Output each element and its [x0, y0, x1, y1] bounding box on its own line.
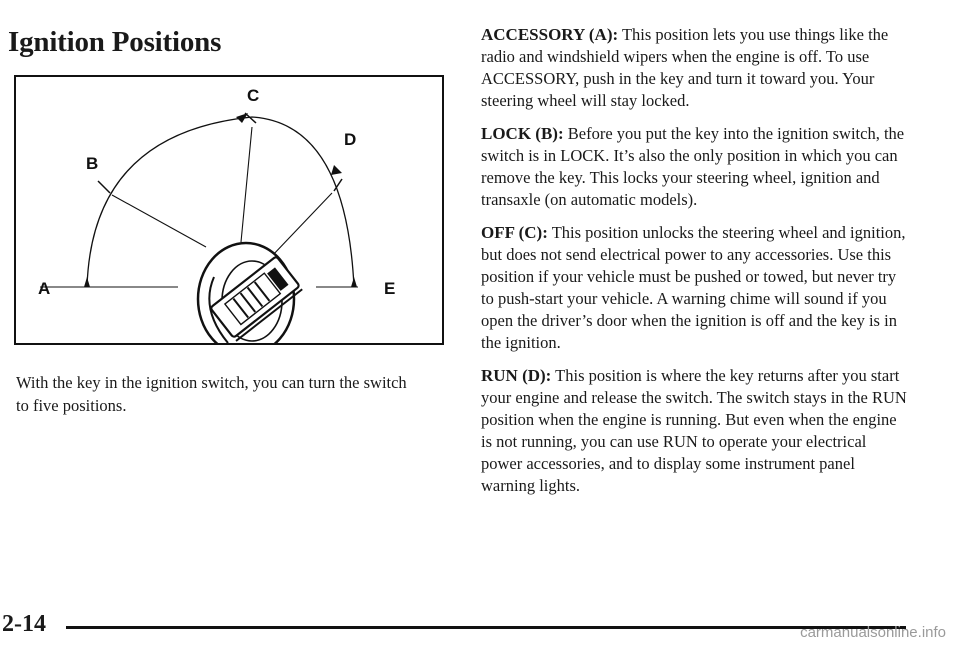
positions-list: [481, 24, 911, 508]
position-term: OFF (C):: [481, 223, 548, 242]
line-b: [112, 195, 206, 247]
position-term: RUN (D):: [481, 366, 552, 385]
position-text: This position is where the key returns after you start your engine and release the switch. The switch stays in the RUN position when the engine is running. But even when the engine is not running, you can use RUN to operate your electrical power accessories, and to display some instrument panel warning lights.: [481, 366, 907, 495]
intro-text: With the key in the ignition switch, you can turn the switch to five positions.: [16, 373, 407, 415]
ignition-diagram-svg: [16, 77, 442, 343]
arrow-a: [84, 277, 90, 287]
position-text: This position lets you use things like the radio and windshield wipers when the engine is off. To use ACCESSORY, push in the key and turn it toward you. Your steering wheel will stay locked.: [481, 25, 889, 110]
position-term: ACCESSORY (A):: [481, 25, 619, 44]
label-e: E: [384, 279, 396, 298]
position-accessory: [481, 24, 911, 112]
label-c: C: [247, 86, 260, 105]
ignition-diagram: [14, 75, 444, 345]
position-text: This position unlocks the steering wheel and ignition, but does not send electrical power to any accessories. Use this position if your vehicle must be pushed or towed, but never try to push-start your vehicle. A warning chime will sound if you open the driver’s door when the ignition is off and the key is in the ignition.: [481, 223, 906, 352]
label-a: A: [38, 279, 51, 298]
page-number: 2-14: [2, 611, 46, 637]
footer-rule: [66, 626, 906, 629]
arrow-e: [351, 277, 357, 287]
position-lock: [481, 123, 911, 211]
position-text: Before you put the key into the ignition switch, the switch is in LOCK. It’s also the only position in which you can remove the key. This locks your steering wheel, ignition and transaxle (on automatic models).: [481, 124, 905, 209]
label-b: B: [86, 154, 99, 173]
position-term: LOCK (B):: [481, 124, 564, 143]
watermark: carmanualsonline.info: [800, 624, 946, 641]
tick-b: [98, 181, 110, 193]
line-d: [271, 193, 332, 257]
position-off: [481, 222, 911, 354]
line-c: [241, 127, 252, 242]
arrow-d: [331, 165, 342, 175]
page-title: Ignition Positions: [8, 26, 222, 58]
position-run: [481, 365, 911, 497]
label-d: D: [344, 130, 357, 149]
ignition-key-icon: [198, 243, 302, 343]
